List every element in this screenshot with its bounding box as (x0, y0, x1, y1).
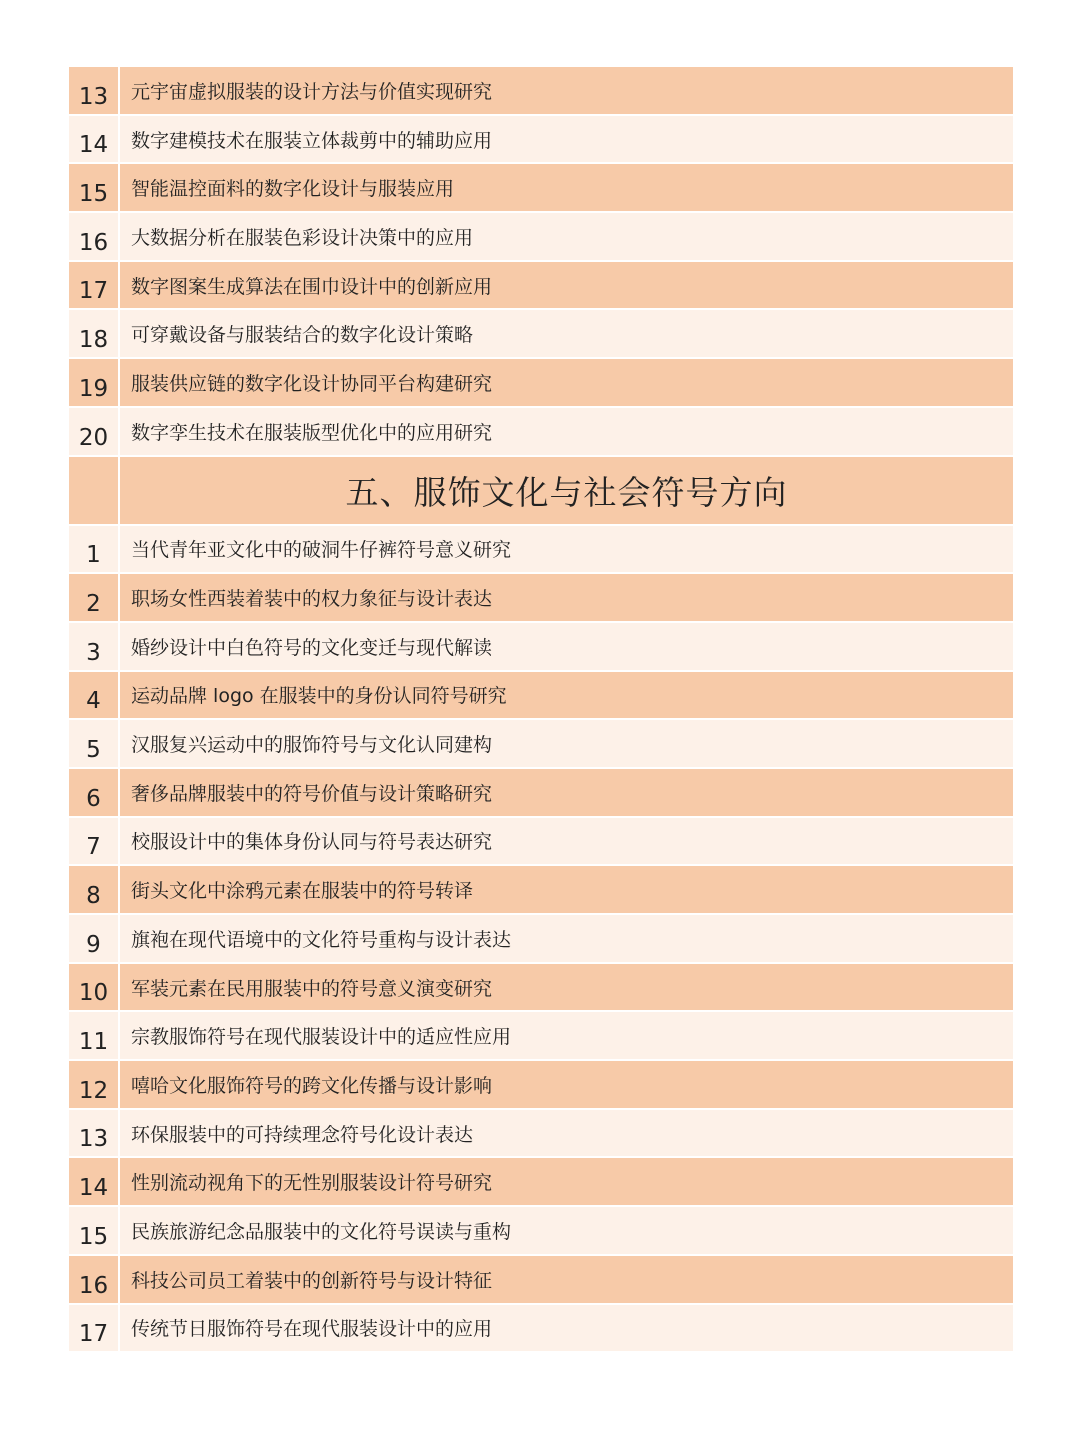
row-title: 职场女性西装着装中的权力象征与设计表达 (131, 588, 493, 611)
row-number: 17 (69, 1305, 120, 1352)
row-title: 当代青年亚文化中的破洞牛仔裤符号意义研究 (131, 539, 512, 562)
row-number: 14 (69, 116, 120, 163)
row-title: 民族旅游纪念品服装中的文化符号误读与重构 (131, 1220, 512, 1243)
table-row (69, 1207, 1013, 1254)
table-row (69, 720, 1013, 767)
row-number: 19 (69, 359, 120, 406)
table-row (69, 915, 1013, 962)
table-row (69, 526, 1013, 573)
row-title: 街头文化中涂鸦元素在服装中的符号转译 (131, 880, 474, 903)
table-row (69, 574, 1013, 621)
row-number: 17 (69, 262, 120, 309)
row-number: 16 (69, 1256, 120, 1303)
row-number: 20 (69, 408, 120, 455)
row-title: 元宇宙虚拟服装的设计方法与价值实现研究 (131, 80, 493, 103)
row-title: 数字图案生成算法在围巾设计中的创新应用 (131, 275, 493, 298)
table-row (69, 359, 1013, 406)
row-number: 15 (69, 164, 120, 211)
row-title: 性别流动视角下的无性别服装设计符号研究 (131, 1172, 493, 1195)
row-number: 13 (69, 67, 120, 114)
row-number: 3 (69, 623, 120, 670)
row-title: 婚纱设计中白色符号的文化变迁与现代解读 (131, 636, 493, 659)
table-row (69, 818, 1013, 865)
table-row (69, 866, 1013, 913)
table-row (69, 262, 1013, 309)
row-title: 数字孪生技术在服装版型优化中的应用研究 (131, 421, 493, 444)
table-row (69, 408, 1013, 455)
section-heading: 五、服饰文化与社会符号方向 (345, 472, 788, 512)
row-number: 14 (69, 1158, 120, 1205)
row-title: 可穿戴设备与服装结合的数字化设计策略 (131, 324, 474, 347)
table-row (69, 623, 1013, 670)
row-number: 6 (69, 769, 120, 816)
row-number: 13 (69, 1110, 120, 1157)
row-number: 1 (69, 526, 120, 573)
row-number: 2 (69, 574, 120, 621)
row-number: 4 (69, 672, 120, 719)
row-number: 15 (69, 1207, 120, 1254)
row-title: 校服设计中的集体身份认同与符号表达研究 (131, 831, 493, 854)
row-title: 奢侈品牌服装中的符号价值与设计策略研究 (131, 782, 493, 805)
row-number: 7 (69, 818, 120, 865)
row-title: 数字建模技术在服装立体裁剪中的辅助应用 (131, 129, 493, 152)
table-row (69, 769, 1013, 816)
table-row (69, 310, 1013, 357)
table-row (69, 1305, 1013, 1352)
row-number: 8 (69, 866, 120, 913)
row-title: 旗袍在现代语境中的文化符号重构与设计表达 (131, 928, 512, 951)
table-row (69, 1256, 1013, 1303)
table-row (69, 164, 1013, 211)
table-row (69, 964, 1013, 1011)
table-row (69, 1158, 1013, 1205)
table-row (69, 67, 1013, 114)
row-number: 11 (69, 1012, 120, 1059)
row-number: 9 (69, 915, 120, 962)
table-row (69, 1012, 1013, 1059)
row-title: 传统节日服饰符号在现代服装设计中的应用 (131, 1318, 493, 1341)
table-row (69, 672, 1013, 719)
row-title: 智能温控面料的数字化设计与服装应用 (131, 178, 455, 201)
table-row (69, 1061, 1013, 1108)
row-number: 5 (69, 720, 120, 767)
row-title: 运动品牌 logo 在服装中的身份认同符号研究 (131, 685, 507, 708)
section-b-rows (69, 526, 1013, 1352)
row-number: 18 (69, 310, 120, 357)
table-row (69, 1110, 1013, 1157)
row-title: 环保服装中的可持续理念符号化设计表达 (131, 1123, 474, 1146)
row-title: 大数据分析在服装色彩设计决策中的应用 (131, 226, 474, 249)
section-heading-row (69, 457, 1013, 524)
topic-table (69, 67, 1013, 1353)
section-heading-number-cell (69, 457, 120, 524)
row-title: 服装供应链的数字化设计协同平台构建研究 (131, 372, 493, 395)
row-number: 16 (69, 213, 120, 260)
row-title: 汉服复兴运动中的服饰符号与文化认同建构 (131, 734, 493, 757)
row-title: 嘻哈文化服饰符号的跨文化传播与设计影响 (131, 1074, 493, 1097)
row-title: 军装元素在民用服装中的符号意义演变研究 (131, 977, 493, 1000)
row-number: 12 (69, 1061, 120, 1108)
table-row (69, 116, 1013, 163)
row-number: 10 (69, 964, 120, 1011)
row-title: 科技公司员工着装中的创新符号与设计特征 (131, 1269, 493, 1292)
table-row (69, 213, 1013, 260)
section-a-rows (69, 67, 1013, 455)
row-title: 宗教服饰符号在现代服装设计中的适应性应用 (131, 1026, 512, 1049)
